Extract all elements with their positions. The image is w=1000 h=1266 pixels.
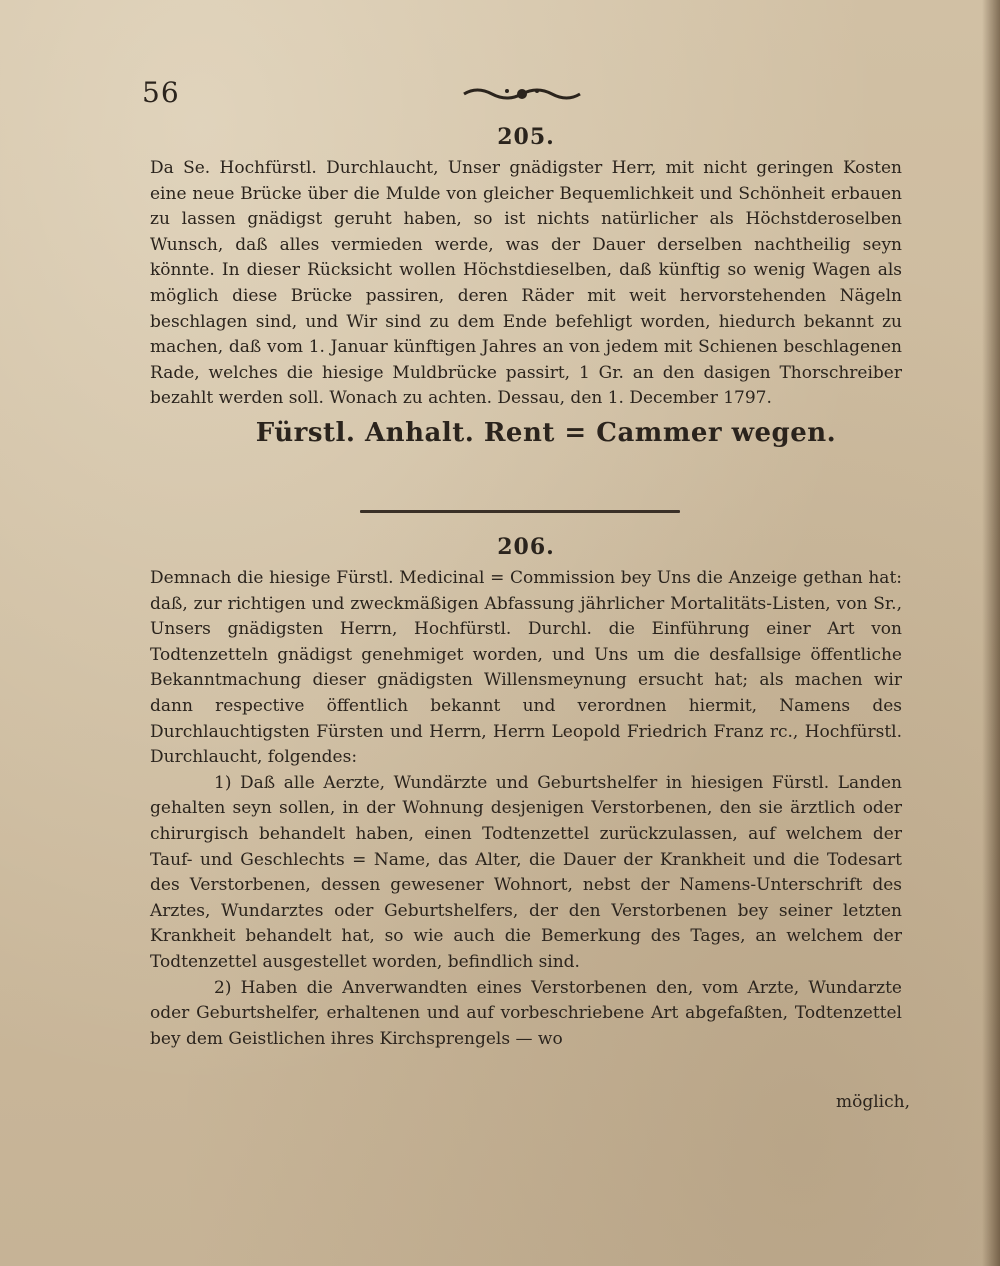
article-body: Demnach die hiesige Fürstl. Medicinal = Commission bey Uns die Anzeige gethan hat: daß, zur richtigen und zweckmäßigen Abfassung jährlicher Mortalitäts-Listen, von Sr., Unsers gnädigsten Herrn, Hochfürstl. Durchl. die Einführung einer Art von Todtenzetteln gnädigst genehmiget worden, und Uns um die desfallsige öffentliche Bekanntmachung dieser gnädigsten Willensmeynung ersucht hat; als machen wir dann respective öffentlich bekannt und verordnen hiermit, Namens des Durchlauchtigsten Fürsten und Herrn, Herrn Leopold Friedrich Franz rc., Hochfürstl. Durchlaucht, folgendes: bbox=[150, 568, 902, 768]
list-item: 2) Haben die Anverwandten eines Verstorbenen den, vom Arzte, Wundarzte oder Geburtshelfer, erhaltenen und auf vorbeschriebene Art abgefaßten, Todtenzettel bey dem Geistlichen ihres Kirchsprengels — wo bbox=[150, 977, 902, 1049]
article-number: 206. bbox=[497, 534, 555, 560]
article-body: Da Se. Hochfürstl. Durchlaucht, Unser gnädigster Herr, mit nicht geringen Kosten eine neue Brücke über die Mulde von gleicher Bequemlichkeit und Schönheit erbauen zu lassen gnädigst geruht haben, so ist nichts natürlicher als Höchstderoselben Wunsch, daß alles vermieden werde, was der Dauer derselben nachtheilig seyn könnte. In dieser Rücksicht wollen Höchstdieselben, daß künftig so wenig Wagen als möglich diese Brücke passiren, deren Räder mit weit hervorstehenden Nägeln beschlagen sind, und Wir sind zu dem Ende befehligt worden, hiedurch bekannt zu machen, daß vom 1. Januar künftigen Jahres an von jedem mit Schienen beschlagenen Rade, welches die hiesige Muldbrücke passirt, 1 Gr. an den dasigen Thorschreiber bezahlt werden soll. Wonach zu achten. Dessau, den 1. December 1797. bbox=[150, 158, 902, 409]
catchword: möglich, bbox=[836, 1092, 910, 1112]
decorative-rule-icon bbox=[462, 84, 582, 104]
article-number: 205. bbox=[497, 124, 555, 150]
list-item: 1) Daß alle Aerzte, Wundärzte und Geburtshelfer in hiesigen Fürstl. Landen gehalten seyn sollen, in der Wohnung desjenigen Verstorbenen, den sie ärztlich oder chirurgisch behandelt haben, einen Todtenzettel zurückzulassen, auf welchem der Tauf- und Geschlechts = Name, das Alter, die Dauer der Krankheit und die Todesart des Verstorbenen, dessen gewesener Wohnort, nebst der Namens-Unterschrift des Arztes, Wundarztes oder Geburtshelfers, der den Verstorbenen bey seiner letzten Krankheit behandelt hat, so wie auch die Bemerkung des Tages, an welchem der Todtenzettel ausgestellet worden, befindlich sind. bbox=[150, 772, 902, 972]
article-205 bbox=[150, 124, 902, 448]
page-number: 56 bbox=[142, 76, 180, 109]
page-spine-shadow bbox=[982, 0, 1000, 1266]
page-header bbox=[142, 76, 902, 116]
article-signature: Fürstl. Anhalt. Rent = Cammer wegen. bbox=[255, 417, 837, 448]
article-206 bbox=[150, 534, 902, 1052]
section-divider bbox=[360, 510, 680, 513]
